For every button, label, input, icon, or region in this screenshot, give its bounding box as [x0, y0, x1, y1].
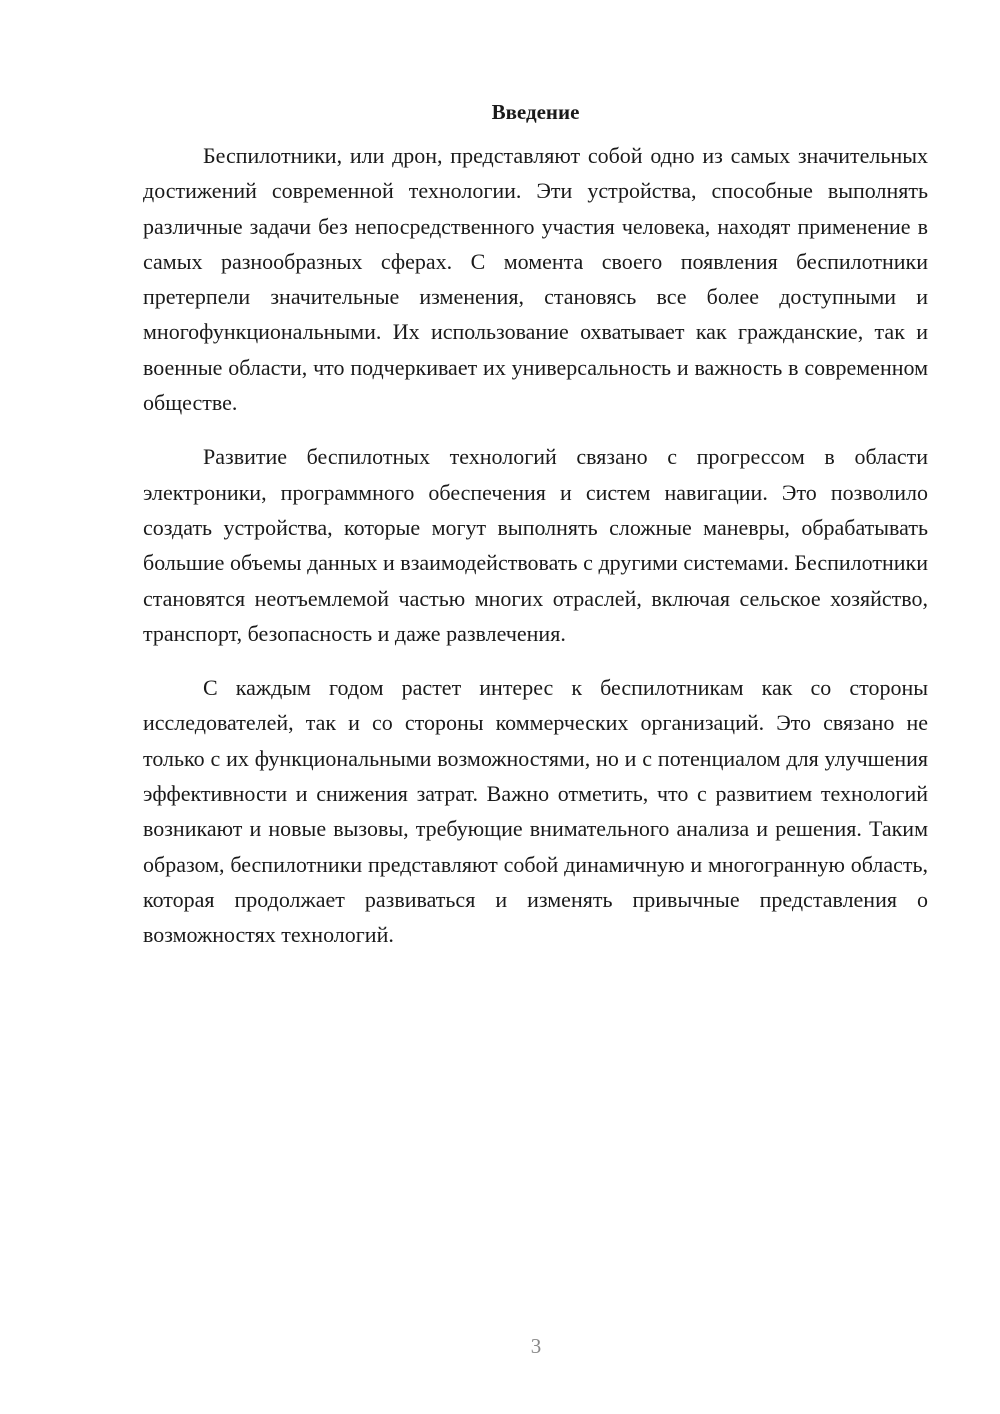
paragraph-2: Развитие беспилотных технологий связано с прогрессом в области электроники, программного обеспечения и систем навигации. Это позволило создать устройства, которые могут выполнять сложные маневры, обрабатывать большие объемы данных и взаимодействовать с другими системами. Беспилотники становятся неотъемлемой частью многих отраслей, включая сельское хозяйство, транспорт, безопасность и даже развлечения.: [143, 444, 928, 646]
paragraph-3: С каждым годом растет интерес к беспилотникам как со стороны исследователей, так и со стороны коммерческих организаций. Это связано не только с их функциональными возможностями, но и с потенциалом для улучшения эффективности и снижения затрат. Важно отметить, что с развитием технологий возникают и новые вызовы, требующие внимательного анализа и решения. Таким образом, беспилотники представляют собой динамичную и многогранную область, которая продолжает развиваться и изменять привычные представления о возможностях технологий.: [143, 675, 928, 948]
page-number: 3: [530, 1334, 542, 1358]
paragraph-1: Беспилотники, или дрон, представляют собой одно из самых значительных достижений современной технологии. Эти устройства, способные выполнять различные задачи без непосредственного участия человека, находят применение в самых разнообразных сферах. С момента своего появления беспилотники претерпели значительные изменения, становясь все более доступными и многофункциональными. Их использование охватывает как гражданские, так и военные области, что подчеркивает их универсальность и важность в современном обществе.: [143, 143, 928, 416]
document-body: [143, 96, 928, 972]
page-title: Введение: [491, 100, 580, 124]
